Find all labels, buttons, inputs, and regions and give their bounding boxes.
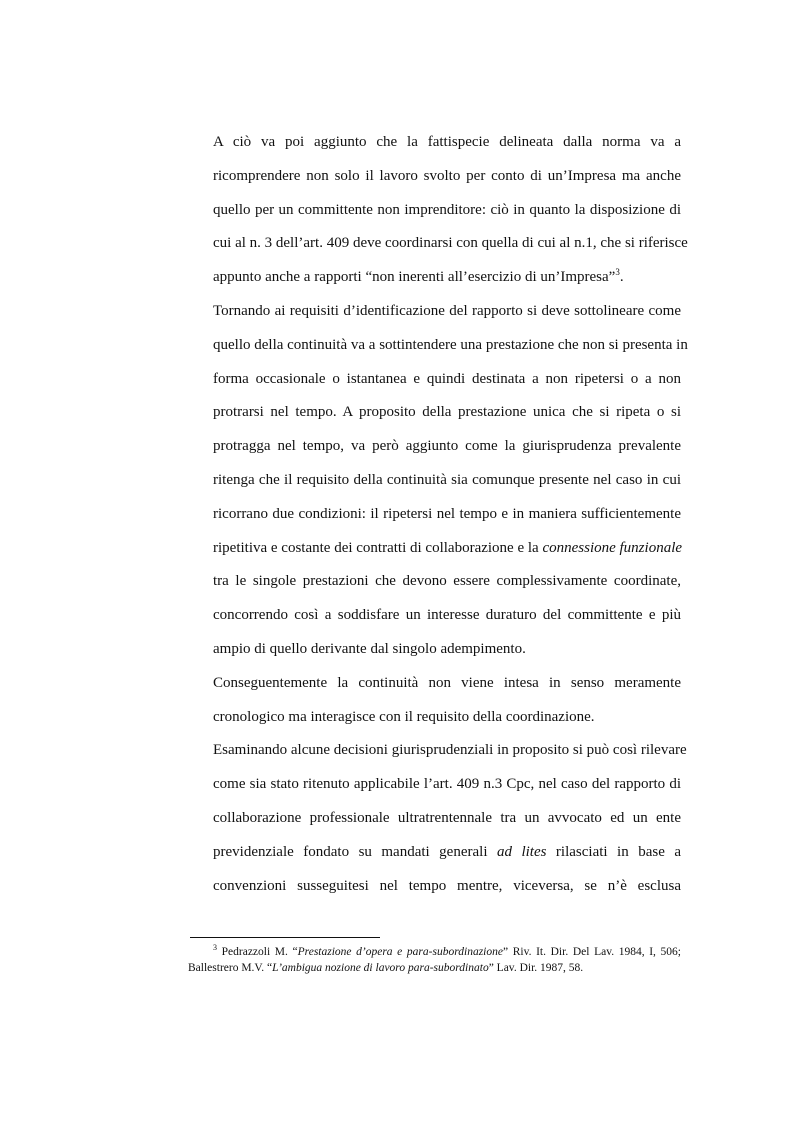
text-line: Conseguentemente la continuità non viene intesa in senso meramente	[213, 674, 681, 691]
footnote-line	[188, 960, 681, 976]
body-text	[213, 127, 688, 904]
text-line: A ciò va poi aggiunto che la fattispecie delineata dalla norma va a	[213, 134, 681, 150]
text-line	[213, 837, 681, 871]
text-segment: .	[619, 269, 624, 286]
text-line: ampio di quello derivante dal singolo adempimento.	[213, 640, 526, 657]
text-line: quello della continuità va a sottintendere una prestazione che non si presenta in	[213, 336, 688, 353]
text-line: tra le singole prestazioni che devono essere complessivamente coordinate,	[213, 573, 681, 590]
text-line: cronologico ma interagisce con il requisito della coordinazione.	[213, 708, 595, 725]
footnotes	[188, 943, 681, 976]
text-segment: rilasciati in base a	[546, 843, 681, 860]
text-line: quello per un committente non imprenditore: ciò in quanto la disposizione di	[213, 201, 681, 218]
text-line: come sia stato ritenuto applicabile l’art. 409 n.3 Cpc, nel caso del rapporto di	[213, 776, 681, 793]
footnote-title: L’ambigua nozione di lavoro para-subordinato	[272, 962, 489, 974]
footnote-text: ” Lav. Dir. 1987, 58.	[488, 962, 584, 974]
italic-term: ad lites	[496, 843, 547, 860]
text-line: protrarsi nel tempo. A proposito della prestazione unica che si ripeta o si	[213, 404, 681, 421]
text-segment: appunto anche a rapporti “non inerenti all’esercizio di un’Impresa”	[213, 269, 616, 286]
italic-term: connessione funzionale	[542, 539, 683, 556]
footnote-title: Prestazione d’opera e para-subordinazione	[297, 946, 503, 958]
text-line: Tornando ai requisiti d’identificazione del rapporto si deve sottolineare come	[213, 302, 681, 319]
footnote-text: Pedrazzoli M. “	[217, 946, 298, 958]
text-segment: ripetitiva e costante dei contratti di collaborazione e la	[213, 539, 543, 556]
text-line	[213, 533, 681, 567]
footnote-mark: 3	[213, 943, 217, 953]
paragraph	[213, 296, 688, 668]
footnote-text: Ballestrero M.V. “	[188, 962, 273, 974]
text-line: Esaminando alcune decisioni giurisprudenziali in proposito si può così rilevare	[213, 742, 687, 759]
footnote-separator	[190, 937, 380, 938]
paragraph	[213, 735, 687, 904]
footnote-line	[213, 944, 681, 960]
text-line	[213, 262, 681, 296]
text-segment: previdenziale fondato su mandati generali	[213, 843, 497, 860]
paragraph	[213, 127, 688, 296]
text-line: cui al n. 3 dell’art. 409 deve coordinarsi con quella di cui al n.1, che si riferisce	[213, 235, 688, 252]
text-line: ricomprendere non solo il lavoro svolto per conto di un’Impresa ma anche	[213, 167, 681, 184]
text-line: collaborazione professionale ultratrentennale tra un avvocato ed un ente	[213, 809, 681, 826]
text-line: ricorrano due condizioni: il ripetersi nel tempo e in maniera sufficientemente	[213, 505, 681, 522]
text-line: ritenga che il requisito della continuità sia comunque presente nel caso in cui	[213, 471, 681, 488]
text-line: forma occasionale o istantanea e quindi destinata a non ripetersi o a non	[213, 370, 681, 387]
paragraph	[213, 668, 681, 736]
footnote-text: ” Riv. It. Dir. Del Lav. 1984, I, 506;	[502, 946, 681, 958]
text-line: protragga nel tempo, va però aggiunto come la giurisprudenza prevalente	[213, 438, 681, 455]
text-line: concorrendo così a soddisfare un interesse duraturo del committente e più	[213, 607, 681, 624]
footnote-reference: 3	[615, 267, 620, 278]
text-line: convenzioni susseguitesi nel tempo mentre, viceversa, se n’è esclusa	[213, 877, 681, 894]
